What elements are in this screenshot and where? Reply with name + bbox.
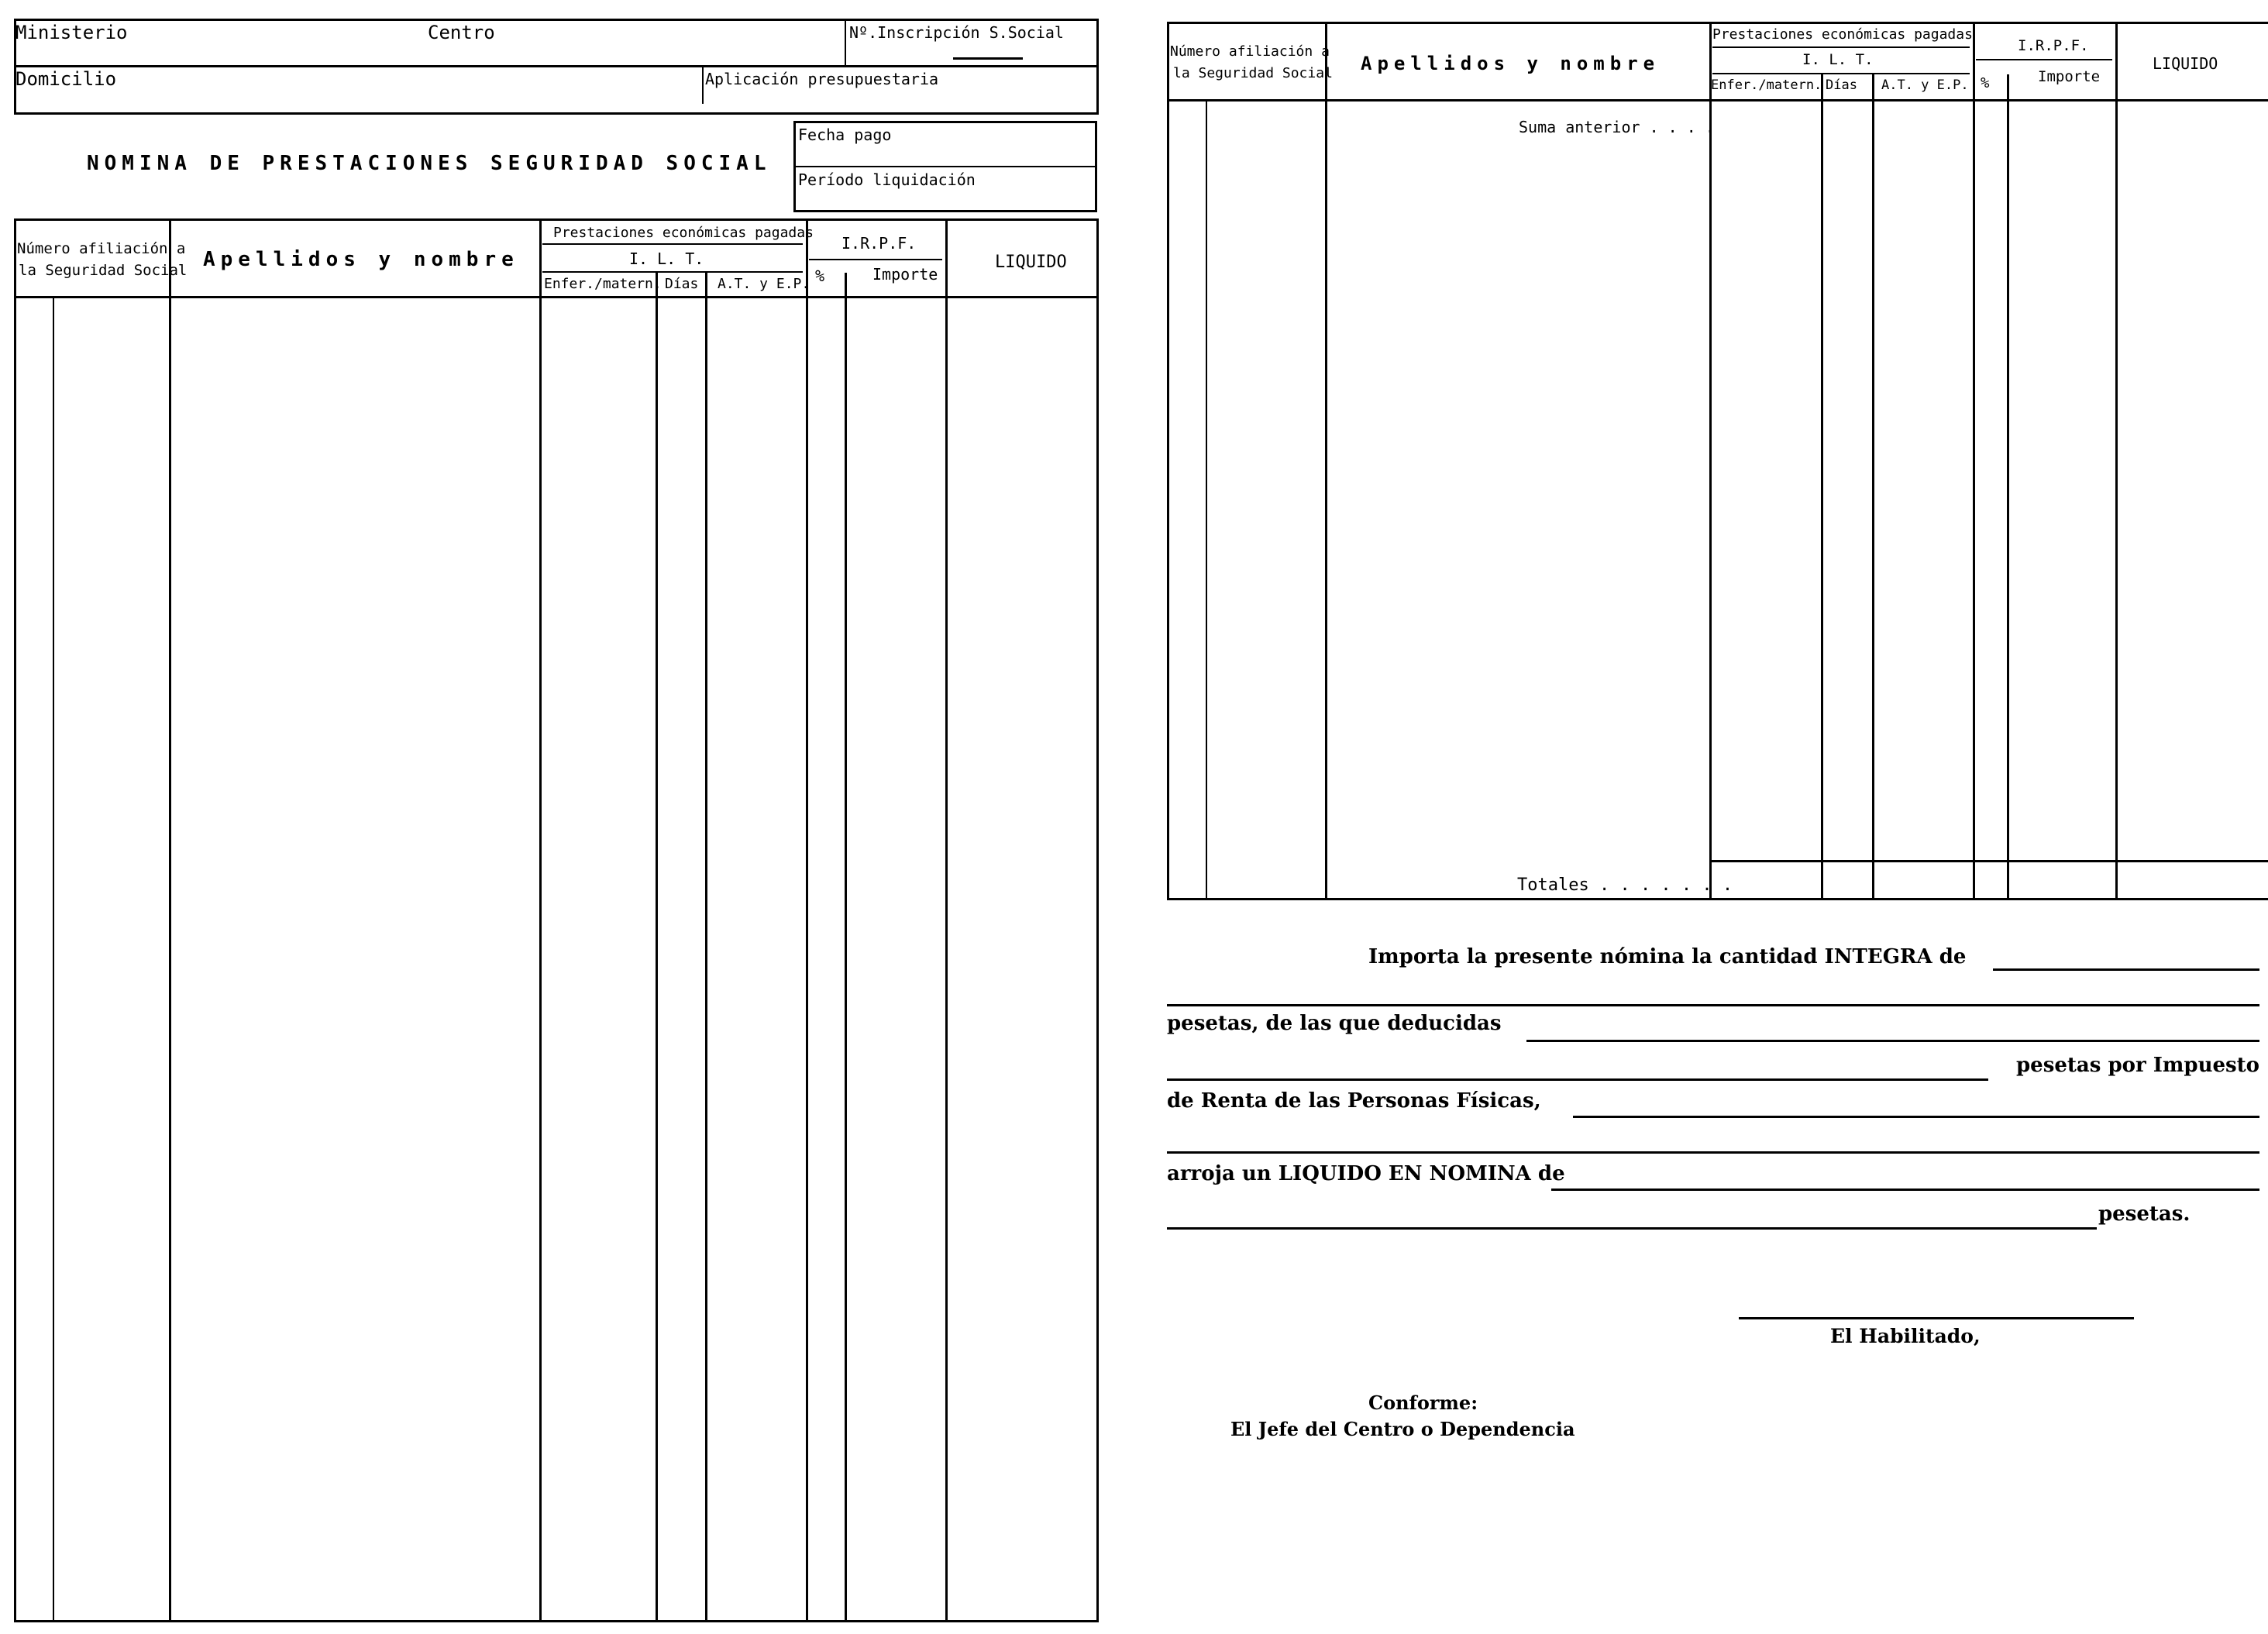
at-header: A.T. y E.P. xyxy=(718,276,810,292)
header-vdivider xyxy=(845,19,846,65)
totales-label: Totales . . . . . . . xyxy=(1517,875,1733,895)
irpf-header: I.R.P.F. xyxy=(841,234,917,253)
enfer-header: Enfer./matern. xyxy=(544,276,662,292)
dias-header: Días xyxy=(1826,77,1857,93)
ilt-underline xyxy=(542,271,803,273)
right-col-sep xyxy=(1709,22,1712,900)
summary-line-5: arroja un LIQUIDO EN NOMINA de xyxy=(1167,1162,1565,1185)
right-col-sep xyxy=(1821,74,1823,900)
inscripcion-label: Nº.Inscripción S.Social xyxy=(849,23,1064,42)
habilitado-label: El Habilitado, xyxy=(1830,1325,1981,1347)
summary-line-6: pesetas. xyxy=(2098,1202,2191,1226)
header-divider xyxy=(14,65,1099,67)
prestaciones-header: Prestaciones económicas pagadas xyxy=(1712,26,1973,43)
totales-line xyxy=(1709,860,2268,862)
left-col-sep xyxy=(806,218,808,1622)
aplicacion-label: Aplicación presupuestaria xyxy=(705,70,939,88)
ilt-header: I. L. T. xyxy=(1802,51,1874,68)
nombre-header: Apellidos y nombre xyxy=(1361,53,1661,74)
right-col-sep xyxy=(1973,22,1975,900)
suma-anterior-label: Suma anterior . . . . xyxy=(1519,118,1715,136)
left-col-sep xyxy=(656,273,658,1622)
header-vdivider xyxy=(702,65,704,104)
afiliacion-header-1: Número afiliación a xyxy=(17,240,186,257)
right-col-sep xyxy=(2115,22,2118,900)
summary-line-4: de Renta de las Personas Físicas, xyxy=(1167,1089,1541,1113)
left-table xyxy=(14,218,1099,1622)
summary-line-1: Importa la presente nómina la cantidad INTEGRA de xyxy=(1368,945,1967,968)
right-table xyxy=(1167,22,2268,900)
left-col-sep xyxy=(539,218,542,1622)
fill-line xyxy=(1167,1151,2259,1154)
nombre-header: Apellidos y nombre xyxy=(203,248,519,271)
left-col-sep xyxy=(945,218,948,1622)
fecha-pago-label: Fecha pago xyxy=(798,126,892,144)
fill-line xyxy=(1551,1189,2259,1191)
left-col-sep xyxy=(169,218,171,1622)
afiliacion-header-2: la Seguridad Social xyxy=(1173,65,1333,81)
ilt-underline xyxy=(1712,73,1970,74)
left-col-sep xyxy=(845,273,847,1622)
fill-line xyxy=(1167,1227,2097,1230)
prestaciones-underline xyxy=(1712,46,1970,48)
fecha-divider xyxy=(793,166,1097,167)
fill-line xyxy=(1993,968,2259,971)
irpf-underline xyxy=(809,259,942,260)
afiliacion-header-2: la Seguridad Social xyxy=(19,262,188,279)
header-underline xyxy=(953,57,1023,60)
left-col-sep xyxy=(53,296,54,1622)
centro-label: Centro xyxy=(428,22,495,43)
page-title: NOMINA DE PRESTACIONES SEGURIDAD SOCIAL xyxy=(87,152,772,175)
ministerio-label: Ministerio xyxy=(15,22,128,43)
prestaciones-header: Prestaciones económicas pagadas xyxy=(553,225,814,241)
liquido-header: LIQUIDO xyxy=(2153,54,2218,73)
fill-line xyxy=(1167,1078,1988,1081)
periodo-label: Período liquidación xyxy=(798,170,976,189)
enfer-header: Enfer./matern. xyxy=(1711,77,1822,93)
left-col-sep xyxy=(705,273,707,1622)
irpf-header: I.R.P.F. xyxy=(2018,37,2089,54)
pct-header: % xyxy=(1981,74,1990,91)
at-header: A.T. y E.P. xyxy=(1881,77,1969,93)
ilt-header: I. L. T. xyxy=(629,249,704,268)
domicilio-label: Domicilio xyxy=(15,68,117,90)
pct-header: % xyxy=(815,267,825,285)
afiliacion-header-1: Número afiliación a xyxy=(1170,43,1330,60)
fill-line xyxy=(1526,1040,2259,1042)
jefe-label: El Jefe del Centro o Dependencia xyxy=(1230,1418,1575,1440)
summary-line-2: pesetas, de las que deducidas xyxy=(1167,1012,1502,1035)
right-table-header-bottom xyxy=(1167,99,2268,101)
summary-line-3: pesetas por Impuesto xyxy=(2016,1054,2260,1077)
right-col-sep xyxy=(1872,74,1874,900)
left-table-header-bottom xyxy=(14,296,1099,298)
dias-header: Días xyxy=(665,276,699,292)
right-col-sep xyxy=(2007,74,2009,900)
right-col-sep xyxy=(1325,22,1327,900)
irpf-underline xyxy=(1976,59,2112,60)
importe-header: Importe xyxy=(2038,68,2101,85)
liquido-header: LIQUIDO xyxy=(995,253,1067,272)
right-col-sep xyxy=(1206,99,1207,900)
fill-line xyxy=(1573,1116,2259,1118)
habilitado-signature-line xyxy=(1739,1317,2134,1319)
conforme-label: Conforme: xyxy=(1368,1391,1478,1414)
prestaciones-underline xyxy=(542,243,803,245)
fill-line xyxy=(1167,1004,2259,1006)
importe-header: Importe xyxy=(872,265,938,284)
